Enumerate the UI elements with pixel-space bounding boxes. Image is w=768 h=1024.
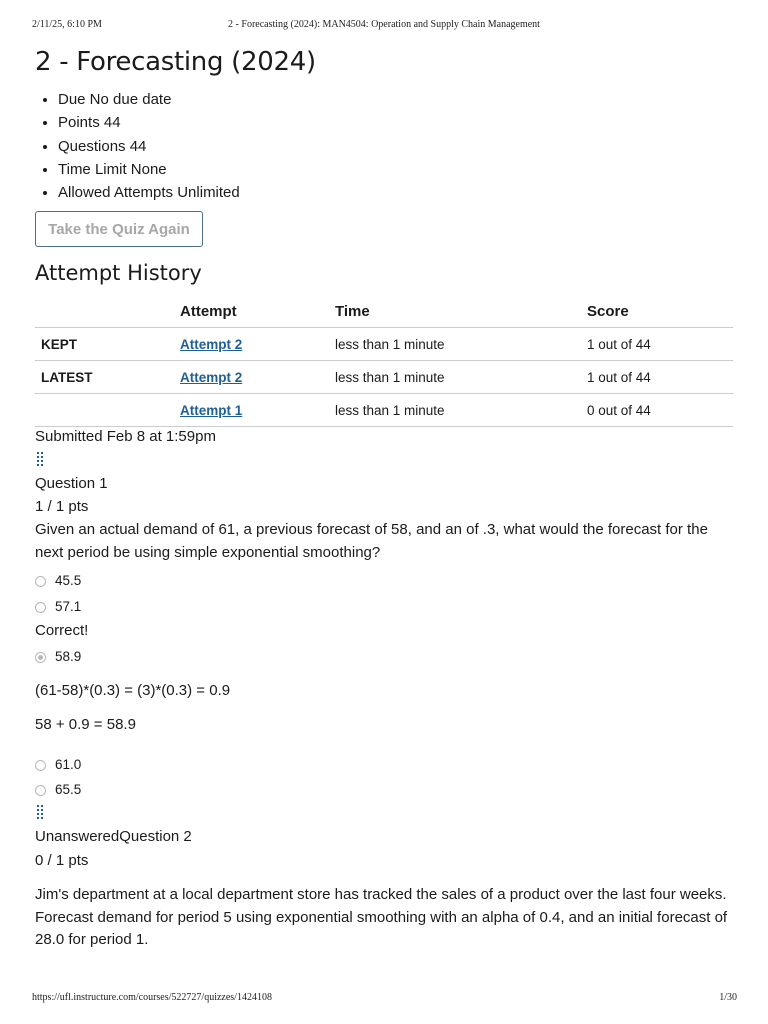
quiz-title: 2 - Forecasting (2024) — [35, 47, 316, 77]
attempt-link[interactable]: Attempt 2 — [180, 336, 243, 352]
attempt-tag: LATEST — [35, 361, 180, 394]
question-1-points: 1 / 1 pts — [35, 498, 89, 515]
answer-label: 58.9 — [55, 649, 82, 664]
explanation-line: (61-58)*(0.3) = (3)*(0.3) = 0.9 — [35, 682, 231, 699]
attempt-time: less than 1 minute — [335, 328, 587, 361]
attempt-link[interactable]: Attempt 2 — [180, 369, 243, 385]
column-header-score: Score — [587, 295, 733, 328]
explanation-line: 58 + 0.9 = 58.9 — [35, 716, 136, 733]
attempt-tag: KEPT — [35, 328, 180, 361]
attempt-time: less than 1 minute — [335, 361, 587, 394]
question-2-text: Jim's department at a local department store has tracked the sales of a product over the last four weeks. Forecast demand for period 5 using exponential smoothing with an alpha of 0.4, and an initial forecast of 28.0 for period 1. — [35, 886, 728, 948]
radio-button[interactable] — [35, 602, 46, 613]
attempt-time: less than 1 minute — [335, 394, 587, 427]
drag-handle-icon[interactable] — [37, 452, 45, 468]
table-row — [35, 328, 733, 361]
submitted-timestamp: Submitted Feb 8 at 1:59pm — [35, 428, 216, 445]
attempt-link[interactable]: Attempt 1 — [180, 402, 243, 418]
detail-due: • Due No due date — [58, 88, 240, 111]
column-header-attempt: Attempt — [180, 295, 335, 328]
table-row — [35, 394, 733, 427]
radio-button[interactable] — [35, 760, 46, 771]
answer-option[interactable] — [35, 598, 81, 616]
detail-questions: • Questions 44 — [58, 135, 240, 158]
print-footer — [0, 992, 768, 1006]
attempt-history-heading: Attempt History — [35, 261, 202, 285]
attempt-score: 0 out of 44 — [587, 394, 733, 427]
print-page-title: 2 - Forecasting (2024): MAN4504: Operation and Supply Chain Management — [228, 19, 540, 30]
detail-time-limit: • Time Limit None — [58, 158, 240, 181]
attempt-tag — [35, 394, 180, 427]
table-row — [35, 361, 733, 394]
drag-handle-icon[interactable] — [37, 805, 45, 821]
radio-button[interactable] — [35, 576, 46, 587]
answer-label: 57.1 — [55, 599, 82, 614]
attempt-score: 1 out of 44 — [587, 328, 733, 361]
correct-label: Correct! — [35, 622, 89, 639]
question-1-label: Question 1 — [35, 475, 108, 492]
print-url: https://ufl.instructure.com/courses/522727/quizzes/1424108 — [32, 992, 272, 1003]
answer-option[interactable] — [35, 756, 81, 774]
column-header-tag — [35, 295, 180, 328]
take-quiz-again-button[interactable]: Take the Quiz Again — [35, 211, 203, 247]
detail-points: • Points 44 — [58, 111, 240, 134]
answer-option-selected[interactable] — [35, 648, 81, 666]
question-1-text: Given an actual demand of 61, a previous forecast of 58, and an of .3, what would the forecast for the next period be using simple exponential smoothing? — [35, 521, 708, 561]
column-header-time: Time — [335, 295, 587, 328]
detail-allowed-attempts: • Allowed Attempts Unlimited — [58, 181, 240, 204]
radio-button[interactable] — [35, 652, 46, 663]
attempt-history-table — [35, 295, 733, 427]
print-date: 2/11/25, 6:10 PM — [32, 19, 102, 30]
question-2-label: UnansweredQuestion 2 — [35, 828, 192, 845]
question-2-points: 0 / 1 pts — [35, 852, 89, 869]
answer-option[interactable] — [35, 572, 81, 590]
radio-button[interactable] — [35, 785, 46, 796]
print-header — [0, 19, 768, 33]
answer-label: 61.0 — [55, 757, 82, 772]
answer-label: 45.5 — [55, 573, 82, 588]
answer-option[interactable] — [35, 781, 81, 799]
quiz-details-list — [35, 88, 240, 204]
table-header-row — [35, 295, 733, 328]
attempt-score: 1 out of 44 — [587, 361, 733, 394]
print-page-number: 1/30 — [719, 992, 737, 1003]
answer-label: 65.5 — [55, 782, 82, 797]
